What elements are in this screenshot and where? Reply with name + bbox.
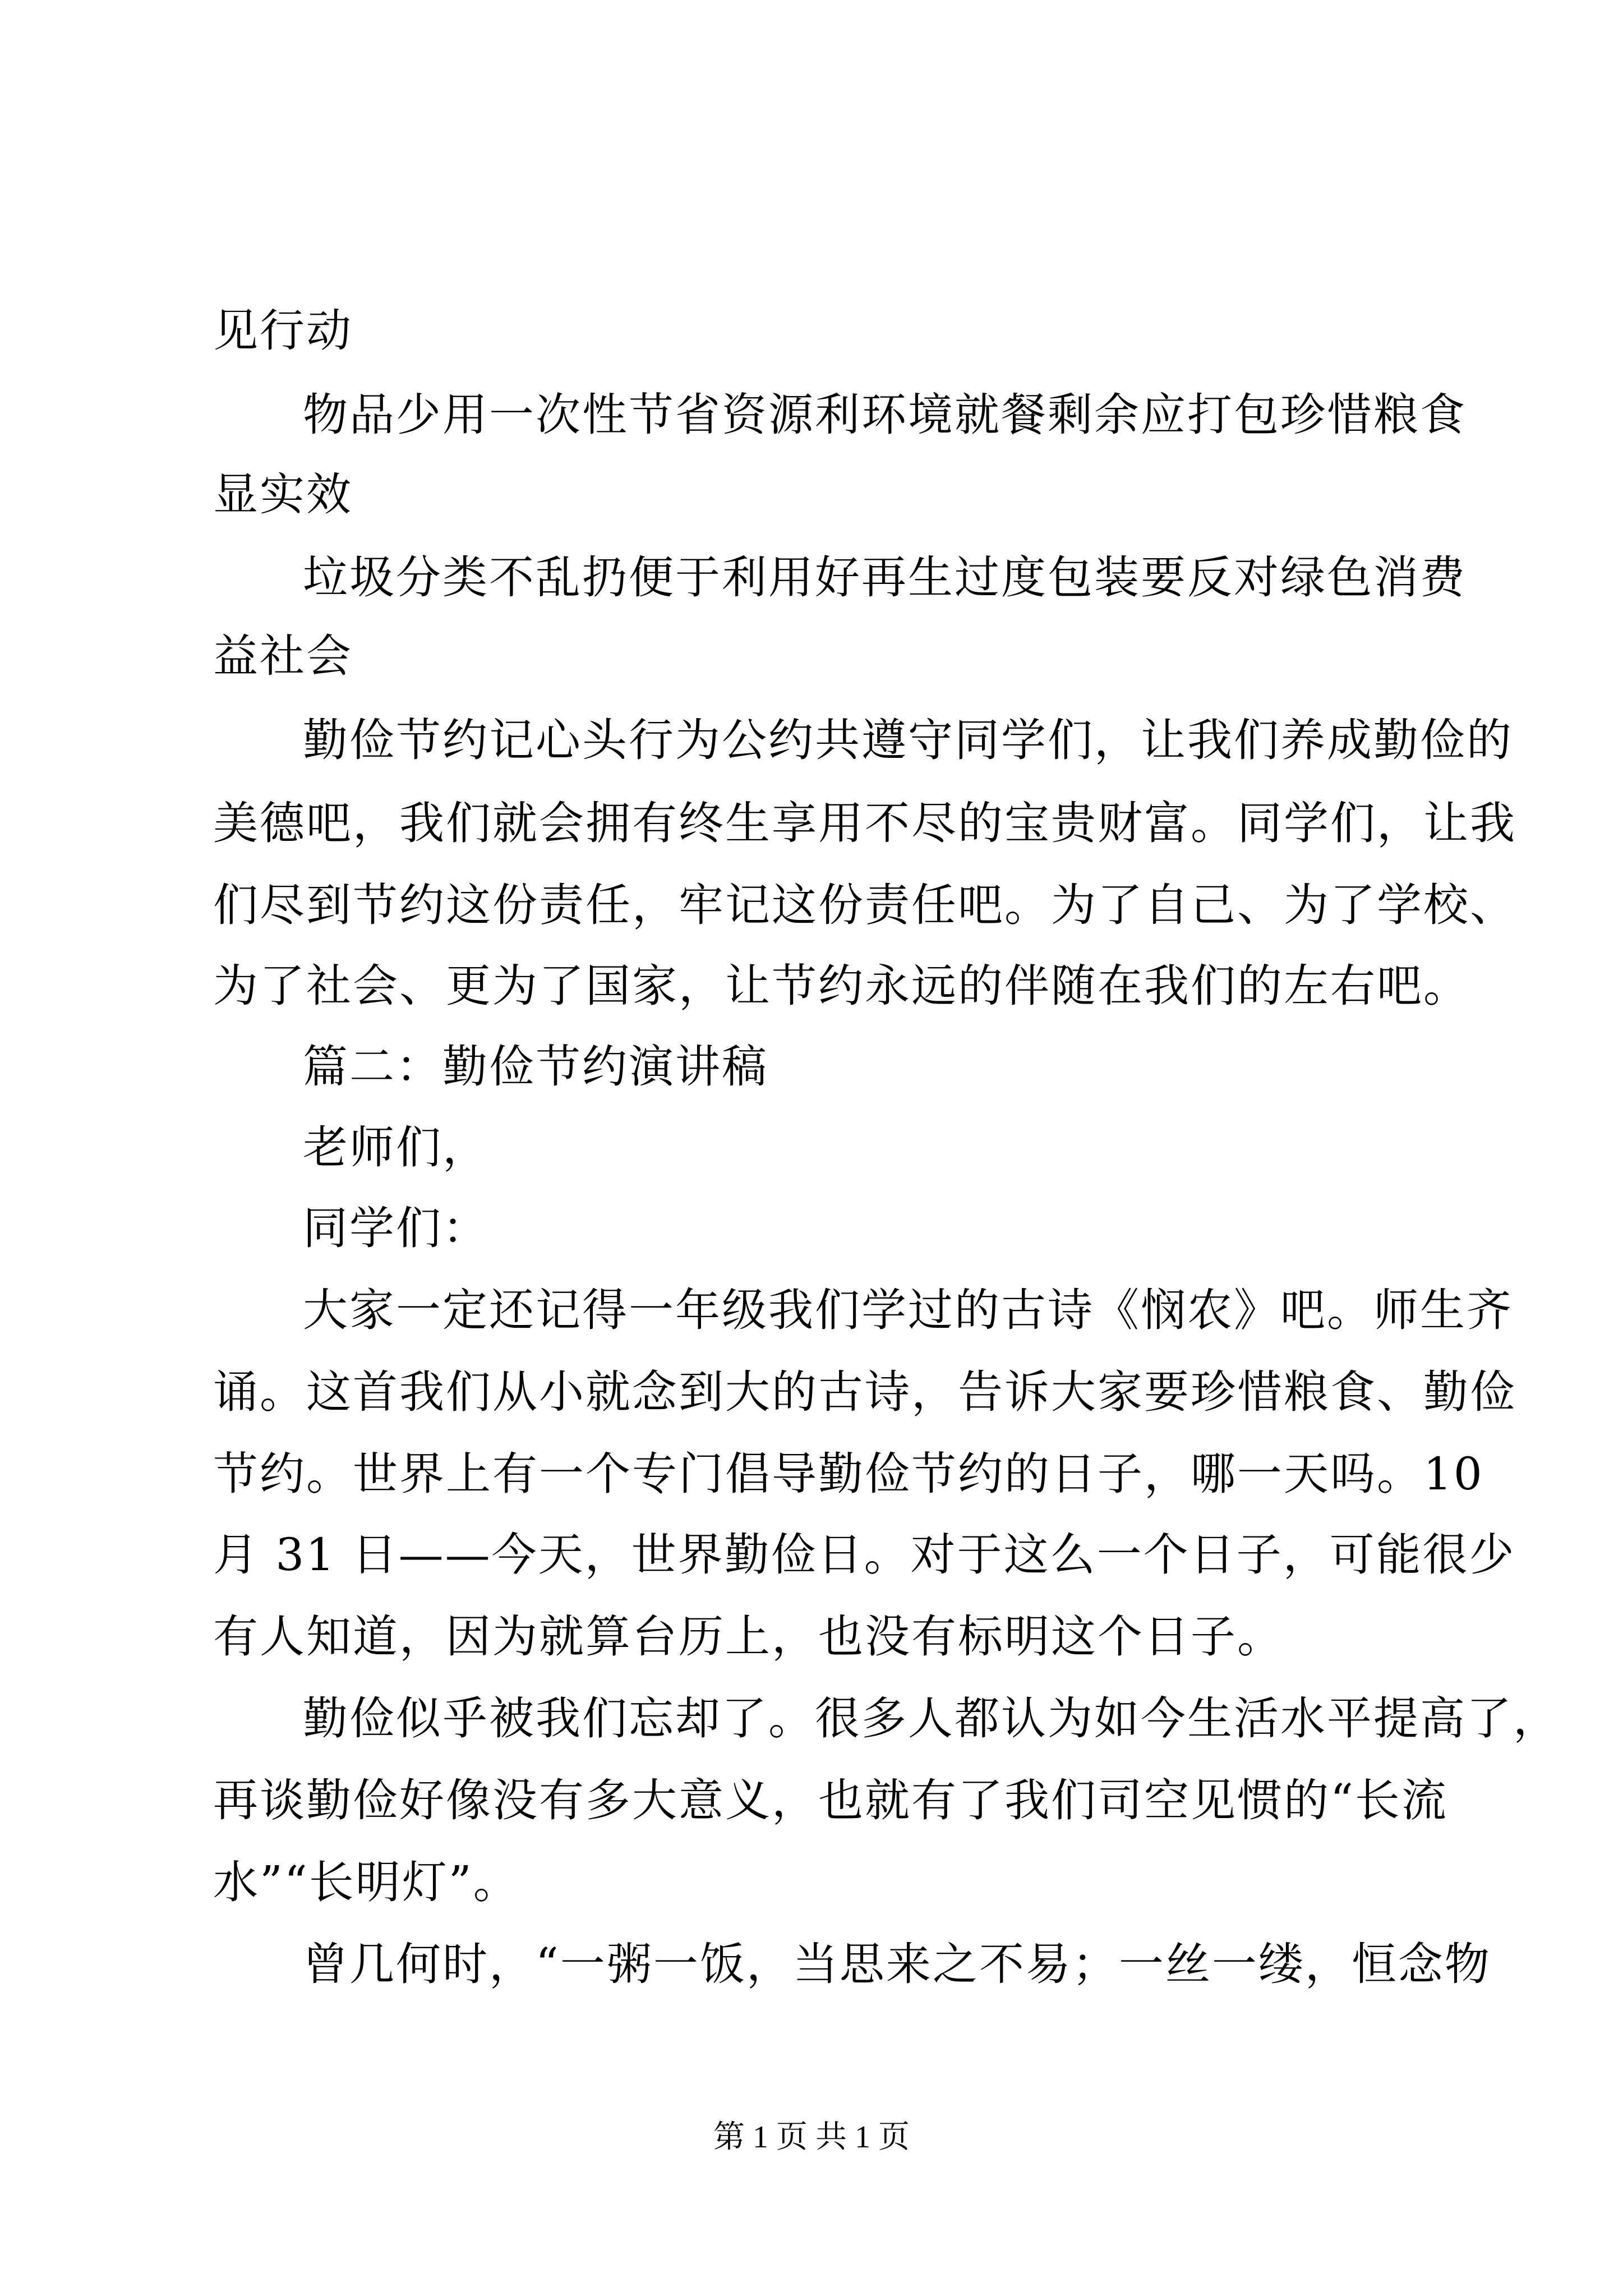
line-text: 见行动 [213,305,353,357]
line-text: 诵。这首我们从小就念到大的古诗，告诉大家要珍惜粮食、勤俭 [213,1366,1516,1418]
line-text: 水”“长明灯”。 [213,1856,520,1908]
line-text: 勤俭似乎被我们忘却了。很多人都认为如今生活水平提高了， [303,1692,1560,1745]
line-text: 益社会 [213,630,353,682]
line-text: 再谈勤俭好像没有多大意义，也就有了我们司空见惯的“长流 [213,1774,1448,1826]
line-text: 有人知道，因为就算台历上，也没有标明这个日子。 [213,1611,1284,1663]
line-text: 节约。世界上有一个专门倡导勤俭节约的日子，哪一天吗。10 [213,1448,1484,1500]
line-text: 篇二：勤俭节约演讲稿 [303,1041,768,1093]
line-text: 老师们， [303,1121,489,1174]
line-text: 美德吧，我们就会拥有终生享用不尽的宝贵财富。同学们，让我 [213,797,1516,849]
line-text: 物品少用一次性节省资源利环境就餐剩余应打包珍惜粮食 [303,389,1467,441]
line-text: 们尽到节约这份责任，牢记这份责任吧。为了自己、为了学校、 [213,879,1516,931]
page-footer: 第 1 页 共 1 页 [713,2120,910,2155]
line-text: 为了社会、更为了国家，让节约永远的伴随在我们的左右吧。 [213,960,1470,1012]
line-text: 显实效 [213,468,353,521]
line-text: 月 31 日——今天，世界勤俭日。对于这么一个日子，可能很少 [213,1529,1516,1581]
line-text: 同学们： [303,1202,489,1254]
line-text: 勤俭节约记心头行为公约共遵守同学们，让我们养成勤俭的 [303,714,1513,766]
line-text: 大家一定还记得一年级我们学过的古诗《悯农》吧。师生齐 [303,1284,1513,1336]
line-text: 曾几何时，“一粥一饭，当思来之不易；一丝一缕，恒念物 [303,1938,1491,1990]
line-text: 垃圾分类不乱扔便于利用好再生过度包装要反对绿色消费 [303,551,1467,604]
